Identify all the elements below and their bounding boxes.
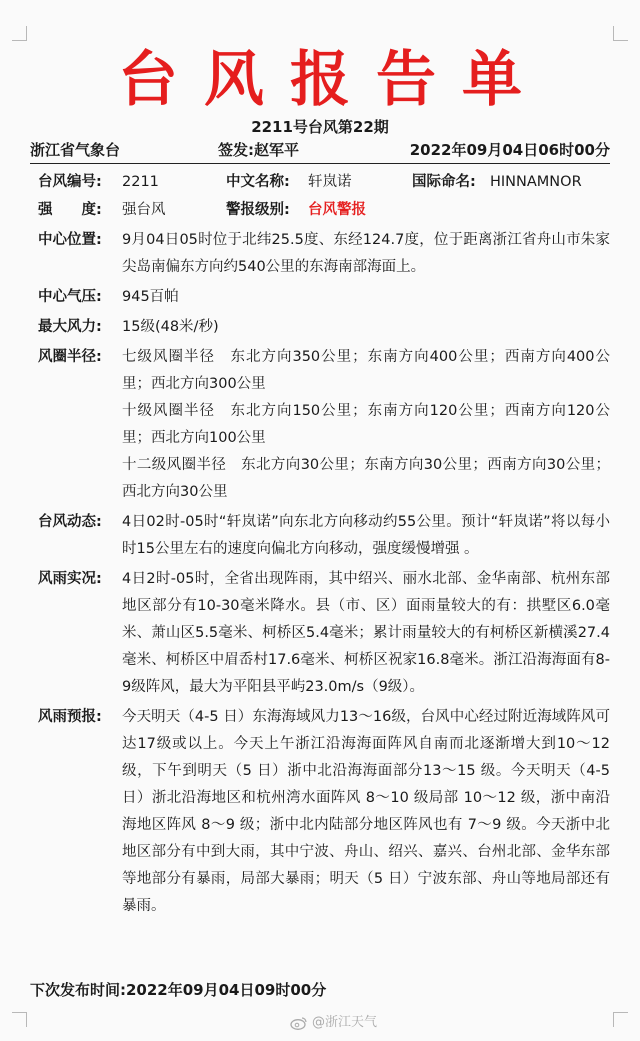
forecast-row xyxy=(38,704,610,920)
warning-level: 台风警报 xyxy=(308,202,366,218)
issue-meta xyxy=(30,139,610,161)
max-wind-row xyxy=(38,314,610,341)
obs-value: 4日2时-05时，全省出现阵雨，其中绍兴、丽水北部、金华南部、杭州东部地区部分有10-30毫米降水。县（市、区）面雨量较大的有：拱墅区6.0毫米、萧山区5.5毫米、柯桥区5.4毫米；累计雨量较大的有柯桥区新横溪27.4毫米、柯桥区中眉岙村17.6毫米、柯桥区祝家16.8毫米。浙江沿海海面有8-9级阵风，最大为平阳县平屿23.0m/s（9级）。 xyxy=(122,571,610,695)
cn-name-label: 中文名称: xyxy=(226,174,290,190)
next-release-time: 下次发布时间:2022年09月04日09时00分 xyxy=(30,981,327,999)
movement-value: 4日02时-05时“轩岚诺”向东北方向移动约55公里。预计“轩岚诺”将以每小时15公里左右的速度向偏北方向移动，强度缓慢增强 。 xyxy=(122,514,610,557)
signed-by: 签发:赵军平 xyxy=(218,141,299,159)
intl-name-label: 国际命名: xyxy=(412,174,476,190)
observation-row xyxy=(38,566,610,701)
radius-12: 十二级风圈半径 东北方向30公里；东南方向30公里；西南方向30公里；西北方向30公里 xyxy=(122,457,610,500)
movement-label: 台风动态: xyxy=(38,514,102,530)
id-line xyxy=(38,168,610,196)
center-label: 中心位置: xyxy=(38,232,102,248)
report-body xyxy=(38,168,610,920)
issue-number: 2211号台风第22期 xyxy=(251,118,389,136)
radius-values xyxy=(122,344,610,506)
page-corner-mark xyxy=(613,26,628,41)
report-title: 台风报告单 xyxy=(118,45,548,115)
center-value: 9月04日05时位于北纬25.5度、东经124.7度，位于距离浙江省舟山市朱家尖岛南偏东方向约540公里的东海南部海面上。 xyxy=(122,232,610,275)
intensity-value: 强台风 xyxy=(122,202,166,218)
page-corner-mark xyxy=(12,26,27,41)
header-divider xyxy=(30,163,610,164)
intensity-line xyxy=(38,196,610,224)
movement-row xyxy=(38,509,610,563)
issued-time: 2022年09月04日06时00分 xyxy=(409,141,610,159)
intensity-label: 强 度: xyxy=(38,202,102,218)
watermark-text: @浙江天气 xyxy=(312,1015,378,1030)
pressure-label: 中心气压: xyxy=(38,289,102,305)
pressure-row xyxy=(38,284,610,311)
typhoon-no-label: 台风编号: xyxy=(38,174,102,190)
radius-label: 风圈半径: xyxy=(38,349,102,365)
page-corner-mark xyxy=(613,1012,628,1027)
typhoon-no: 2211 xyxy=(122,174,159,190)
wind-value: 15级(48米/秒) xyxy=(122,319,219,335)
obs-label: 风雨实况: xyxy=(38,571,102,587)
intl-name: HINNAMNOR xyxy=(490,174,582,190)
forecast-value: 今天明天（4-5 日）东海海域风力13～16级，台风中心经过附近海域阵风可达17级或以上。今天上午浙江沿海海面阵风自南而北逐渐增大到10～12级，下午到明天（5 日）浙中北沿海海面部分13～15 级。今天明天（4-5 日）浙北沿海地区和杭州湾水面阵风 8～10 级局部 10～12 级，浙中南沿海地区阵风 8～9 级；浙中北内陆部分地区阵风也有 7～9 级。今天浙中北地区部分有中到大雨，其中宁波、舟山、绍兴、嘉兴、台州北部、金华东部等地部分有暴雨，局部大暴雨；明天（5 日）宁波东部、舟山等地局部还有暴雨。 xyxy=(122,709,610,914)
weibo-watermark xyxy=(290,1014,377,1032)
weibo-icon xyxy=(290,1016,308,1030)
wind-radius-row xyxy=(38,344,610,506)
forecast-label: 风雨预报: xyxy=(38,709,102,725)
radius-10: 十级风圈半径 东北方向150公里；东南方向120公里；西南方向120公里；西北方向100公里 xyxy=(122,403,610,446)
center-position-row xyxy=(38,227,610,281)
page-corner-mark xyxy=(12,1012,27,1027)
wind-label: 最大风力: xyxy=(38,319,102,335)
issuer: 浙江省气象台 xyxy=(30,141,121,159)
radius-7: 七级风圈半径 东北方向350公里；东南方向400公里；西南方向400公里；西北方向300公里 xyxy=(122,349,610,392)
pressure-value: 945百帕 xyxy=(122,289,179,305)
cn-name: 轩岚诺 xyxy=(308,174,352,190)
warning-label: 警报级别: xyxy=(226,202,290,218)
